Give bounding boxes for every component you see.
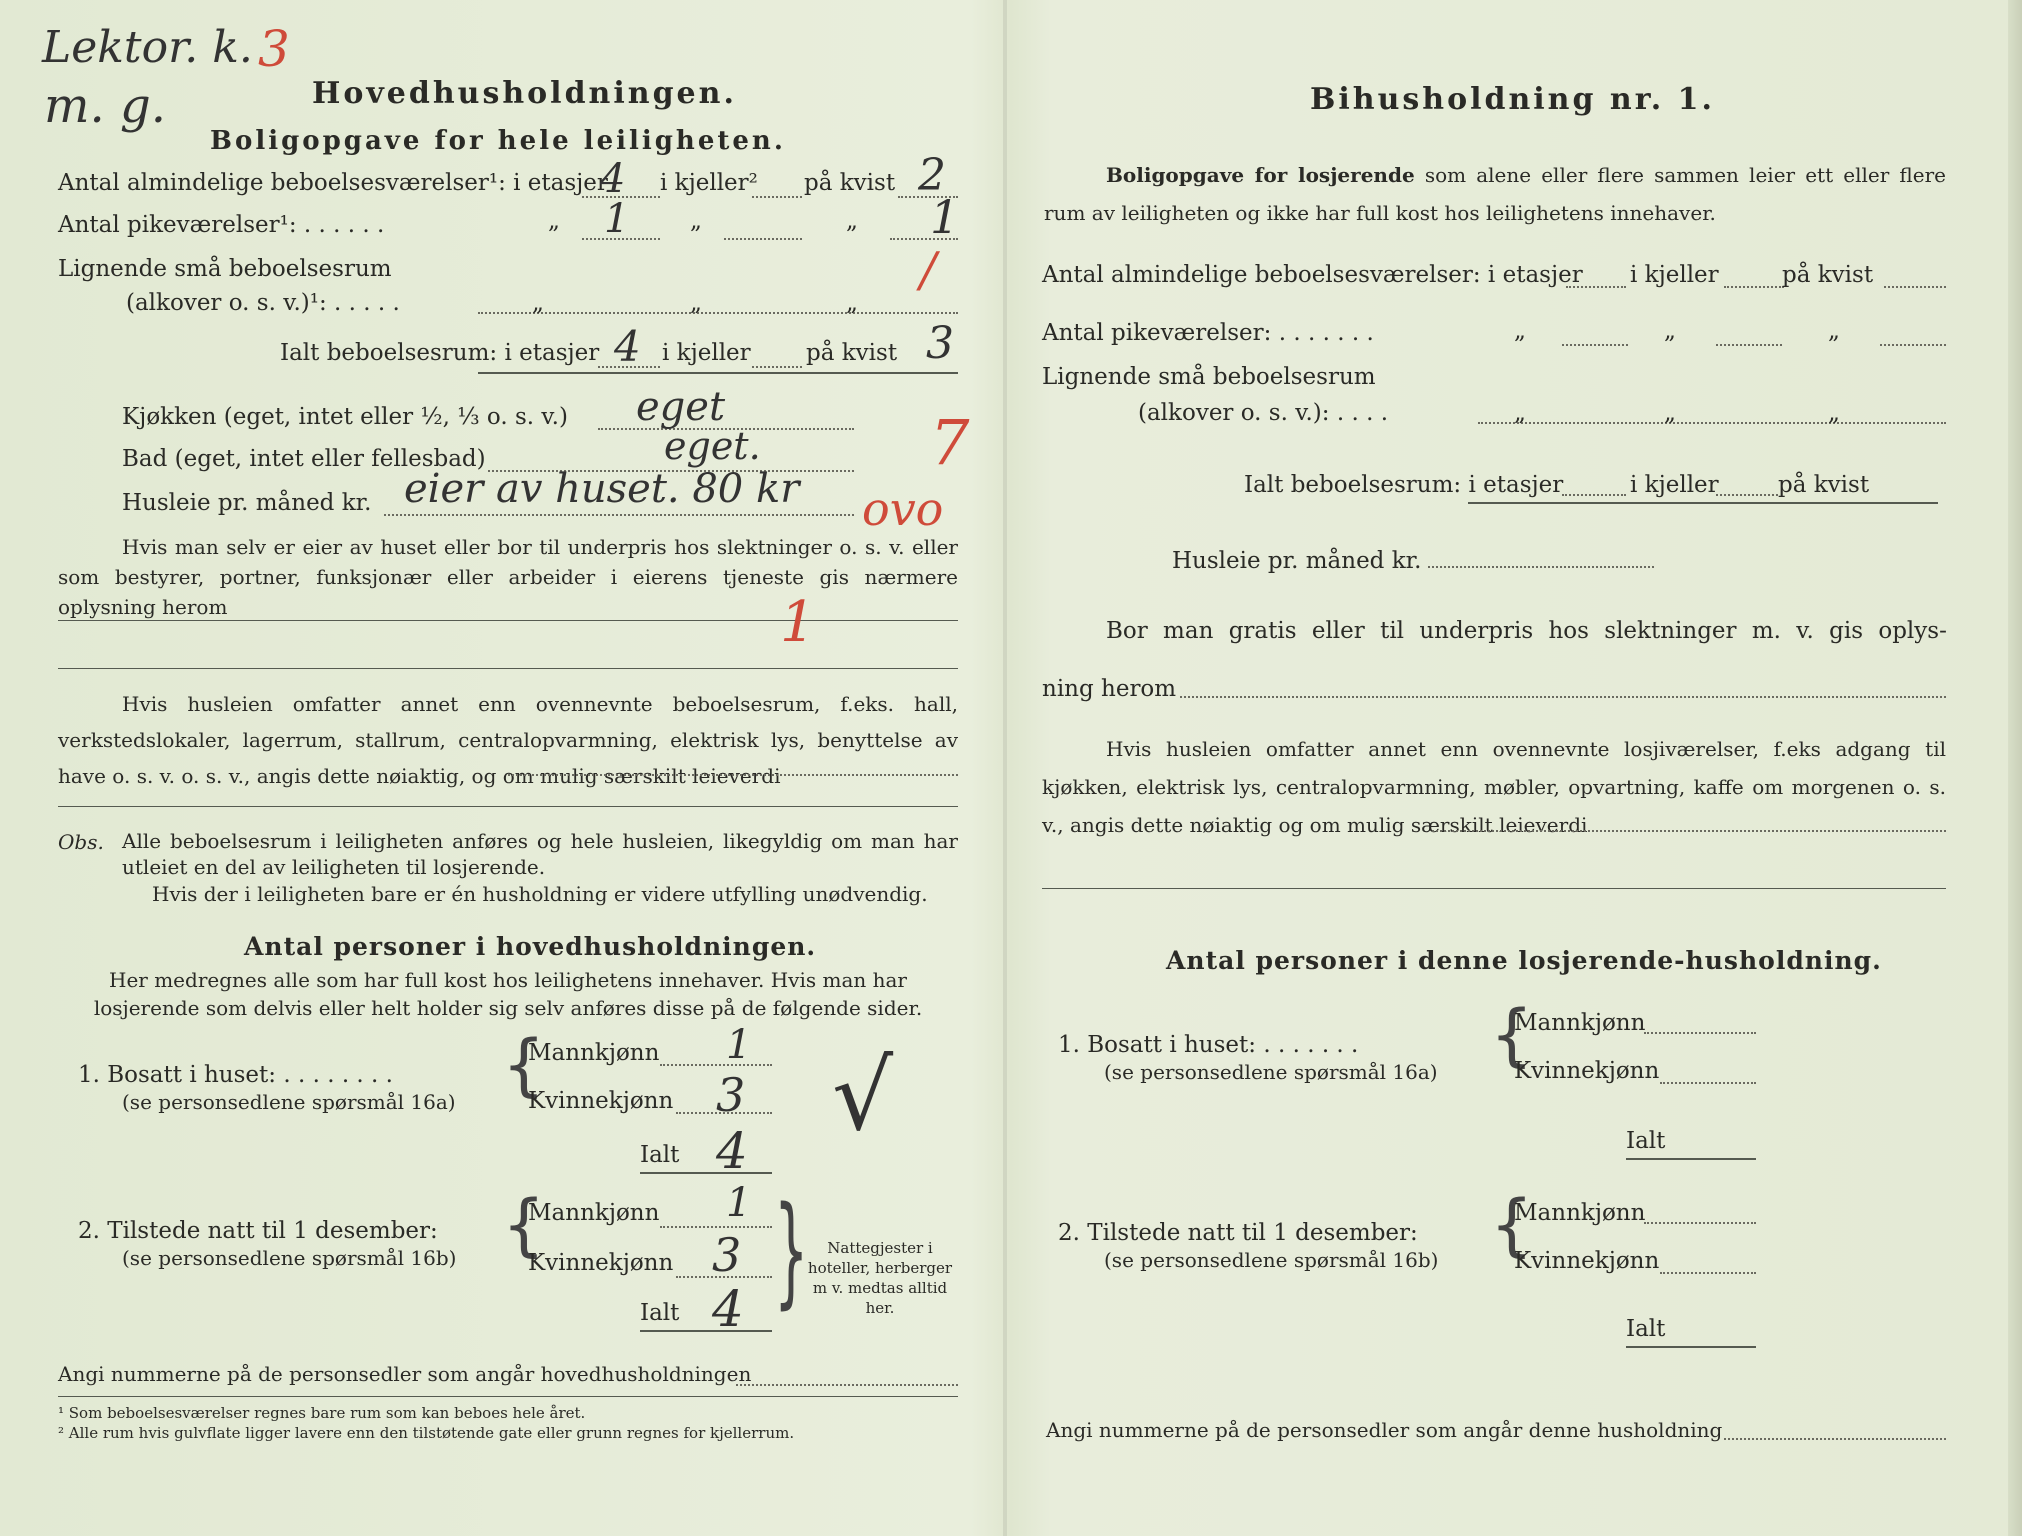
right-q1-label: 1. Bosatt i huset: . . . . . . . [1058,1032,1359,1058]
right-row2-label: Antal pikeværelser: . . . . . . . [1042,320,1374,346]
right-q1-kvinne: Kvinnekjønn [1514,1058,1660,1084]
right-ialt-underline [1468,502,1938,504]
red-seven-mark: 7 [930,406,970,479]
corner-red-number: 3 [258,20,290,78]
right-angi-text: Angi nummerne på de personsedler som angår denne husholdning [1046,1418,1723,1442]
footnote-1: ¹ Som beboelsesværelser regnes bare rum som kan beboes hele året. [58,1404,586,1422]
left-q1-ialt-line [640,1172,772,1174]
right-row2-kvist-field [1880,344,1946,346]
right-q2-mann-field [1644,1222,1756,1224]
right-angi-field [1724,1438,1946,1440]
right-ialt-etasjer-field [1562,494,1626,496]
left-row2-quote3: „ [846,208,858,234]
left-row2-kvist-value: 1 [930,190,960,244]
right-q2-mann: Mannkjønn [1514,1200,1646,1226]
left-q1-mann-value: 1 [726,1022,752,1068]
right-row3-quote2: „ [1664,400,1676,426]
right-intro [1044,156,1946,232]
left-obs-text: Alle beboelsesrum i leiligheten anføres og hele husleien, likegyldig om man har utleiet en del av leiligheten til losjerende. [122,829,958,879]
left-q2-label: 2. Tilstede natt til 1 desember: [78,1218,438,1244]
red-ovo-mark: ovo [862,482,944,536]
left-row1-kjeller: i kjeller² [660,170,758,196]
right-ialt-kjeller: i kjeller [1630,472,1719,498]
left-angi-text: Angi nummerne på de personsedler som angår hovedhusholdningen [58,1362,752,1386]
right-row2-quote3: „ [1828,318,1840,344]
right-row3-quote3: „ [1828,400,1840,426]
right-q2-ialt-line [1626,1346,1756,1348]
left-row3-field [478,312,958,314]
left-eier-text: Hvis man selv er eier av huset eller bor til underpris hos slektninger o. s. v. eller som bestyrer, portner, funksjonær eller arbeider i eierens tjeneste gis nærmere oplysning herom [58,535,958,619]
left-row1-label: Antal almindelige beboelsesværelser¹: i etasjer [58,170,608,196]
left-q1-brace: { [502,1026,546,1105]
left-ialt-kjeller: i kjeller [662,340,751,366]
right-row2-quote1: „ [1514,318,1526,344]
left-ialt-kvist: på kvist [806,340,898,366]
left-subtitle: Boligopgave for hele leiligheten. [210,126,786,156]
right-q1-mann: Mannkjønn [1514,1010,1646,1036]
left-row3-kvist-mark: / [920,242,937,298]
left-row1-etasjer-value: 4 [600,156,626,202]
corner-note-1: Lektor. k. [42,22,253,73]
right-omfatter-line [1042,888,1946,889]
left-row3-label1: Lignende små beboelsesrum [58,256,392,282]
right-row2-kjeller-field [1716,344,1782,346]
left-q2-kvinne: Kvinnekjønn [528,1250,674,1276]
nattegjester-brace: } [774,1182,809,1321]
left-husleie-label: Husleie pr. måned kr. [122,490,372,516]
left-row3-label2: (alkover o. s. v.)¹: . . . . . [126,290,400,316]
left-q1-ialt: Ialt [640,1142,680,1168]
right-husleie-label: Husleie pr. måned kr. [1172,548,1422,574]
left-footnote-rule [58,1396,958,1397]
left-q1-kvinne-value: 3 [716,1068,746,1122]
left-omfatter-line [58,806,958,807]
right-q2-kvinne-field [1660,1272,1756,1274]
left-q2-sub: (se personsedlene spørsmål 16b) [122,1246,457,1270]
right-ialt-kvist: på kvist [1778,472,1870,498]
left-row1-kvist-value: 2 [918,150,946,201]
left-row1-kvist: på kvist [804,170,896,196]
left-bad-label: Bad (eget, intet eller fellesbad) [122,446,486,472]
left-ialt-label: Ialt beboelsesrum: i etasjer [280,340,600,366]
left-kjokken-label: Kjøkken (eget, intet eller ½, ⅓ o. s. v.) [122,404,568,430]
right-row1-kjeller: i kjeller [1630,262,1719,288]
left-angi-field [736,1384,958,1386]
left-kjokken-value: eget [636,384,726,430]
paper-edge [2008,0,2022,1536]
right-gratis-text2: ning herom [1042,676,1177,702]
right-q2-brace: { [1490,1186,1534,1265]
right-row3-label1: Lignende små beboelsesrum [1042,364,1376,390]
left-ialt-kvist-value: 3 [926,318,954,369]
left-obs-text2: Hvis der i leiligheten bare er én husholdning er videre utfylling unødvendig. [152,882,928,906]
left-row1-kjeller-field [752,196,802,198]
left-personer-text: Her medregnes alle som har full kost hos leilighetens innehaver. Hvis man har losjerende som delvis eller helt holder sig selv anføres disse på de følgende sider. [93,968,923,1020]
right-row1-etasjer-field [1566,286,1626,288]
left-row2-quote2: „ [690,208,702,234]
right-q2-sub: (se personsedlene spørsmål 16b) [1104,1248,1439,1272]
nattegjester-note: Nattegjester i hoteller, herberger m v. medtas alltid her. [807,1239,953,1317]
right-row1-kjeller-field [1724,286,1784,288]
right-q1-mann-field [1644,1032,1756,1034]
right-q2-ialt: Ialt [1626,1316,1666,1342]
footnote-2: ² Alle rum hvis gulvflate ligger lavere enn den tilstøtende gate eller grunn regnes for kjellerrum. [58,1424,795,1442]
right-row2-quote2: „ [1664,318,1676,344]
left-q1-label: 1. Bosatt i huset: . . . . . . . . [78,1062,393,1088]
right-omfatter-field [1432,830,1946,832]
right-row3-quote1: „ [1514,400,1526,426]
left-q2-mann-value: 1 [726,1180,752,1226]
right-q1-brace: { [1490,996,1534,1075]
left-q1-kvinne: Kvinnekjønn [528,1088,674,1114]
right-row1-kvist: på kvist [1782,262,1874,288]
right-row3-field [1478,422,1946,424]
right-row1-label: Antal almindelige beboelsesværelser: i etasjer [1042,262,1583,288]
left-q2-mann: Mannkjønn [528,1200,660,1226]
left-row3-quote3: „ [846,290,858,316]
right-q1-kvinne-field [1660,1082,1756,1084]
left-title: Hovedhusholdningen. [312,76,737,111]
left-eier-line1 [58,620,958,621]
left-q1-ialt-value: 4 [716,1122,748,1180]
left-row2-kjeller-field [724,238,802,240]
right-q2-label: 2. Tilstede natt til 1 desember: [1058,1220,1418,1246]
left-q2-ialt: Ialt [640,1300,680,1326]
page-fold [1003,0,1007,1536]
red-one-mark: 1 [780,590,816,655]
left-q2-ialt-line [640,1330,772,1332]
left-eier-line2 [58,668,958,669]
left-row2-label: Antal pikeværelser¹: . . . . . . [58,212,385,238]
right-title: Bihusholdning nr. 1. [1310,82,1715,117]
left-bad-value: eget. [664,424,761,468]
corner-note-2: m. g. [44,78,167,134]
left-row3-quote1: „ [532,290,544,316]
left-row2-quote1: „ [548,208,560,234]
left-obs-label: Obs. [58,830,104,854]
left-husleie-field [384,514,854,516]
right-q1-ialt-line [1626,1158,1756,1160]
right-gratis-text1: Bor man gratis eller til underpris hos slektninger m. v. gis oplys- [1106,618,1947,644]
right-row1-kvist-field [1884,286,1946,288]
left-q1-mann: Mannkjønn [528,1040,660,1066]
left-q1-sub: (se personsedlene spørsmål 16a) [122,1090,456,1114]
left-omfatter-text: Hvis husleien omfatter annet enn ovennevnte beboelsesrum, f.eks. hall, verkstedslokaler, lagerrum, stallrum, centralopvarmning, elektrisk lys, benyttelse av have o. s. v. o. s. v., angis dette nøiaktig, og om mulig særskilt leieverdi [58,692,958,788]
left-ialt-kjeller-field [752,366,802,368]
right-omfatter-text: Hvis husleien omfatter annet enn ovennevnte losjiværelser, f.eks adgang til kjøkken, elektrisk lys, centralopvarmning, møbler, opvartning, kaffe om morgenen o. s. v., angis dette nøiaktig og om mulig særskilt leieverdi [1042,737,1946,837]
left-row2-etasjer-value: 1 [604,196,630,242]
right-row3-label2: (alkover o. s. v.): . . . . [1138,400,1389,426]
left-ialt-underline [478,372,958,374]
left-q1-mann-field [660,1064,772,1066]
check-mark: √ [832,1040,894,1152]
left-q2-kvinne-value: 3 [712,1228,742,1282]
left-omfatter-field [508,774,958,776]
right-husleie-field [1428,566,1654,568]
left-q2-brace: { [502,1186,546,1265]
right-ialt-kjeller-field [1716,494,1778,496]
right-q1-sub: (se personsedlene spørsmål 16a) [1104,1060,1438,1084]
right-intro-bold: Boligopgave for losjerende [1106,163,1415,187]
right-q1-ialt: Ialt [1626,1128,1666,1154]
left-ialt-etasjer-value: 4 [614,322,641,371]
right-gratis-field [1180,696,1946,698]
right-personer-title: Antal personer i denne losjerende-husholdning. [1166,946,1882,975]
left-husleie-value: eier av huset. 80 kr [404,466,800,512]
right-intro-rest: som alene eller flere sammen leier ett eller flere rum av leiligheten og ikke har full kost hos leilighetens innehaver. [1044,163,1946,225]
left-personer-title: Antal personer i hovedhusholdningen. [244,932,817,961]
left-q2-ialt-value: 4 [712,1280,744,1338]
right-ialt-label: Ialt beboelsesrum: i etasjer [1244,472,1564,498]
left-row3-quote2: „ [690,290,702,316]
right-row2-etasjer-field [1562,344,1628,346]
right-q2-kvinne: Kvinnekjønn [1514,1248,1660,1274]
